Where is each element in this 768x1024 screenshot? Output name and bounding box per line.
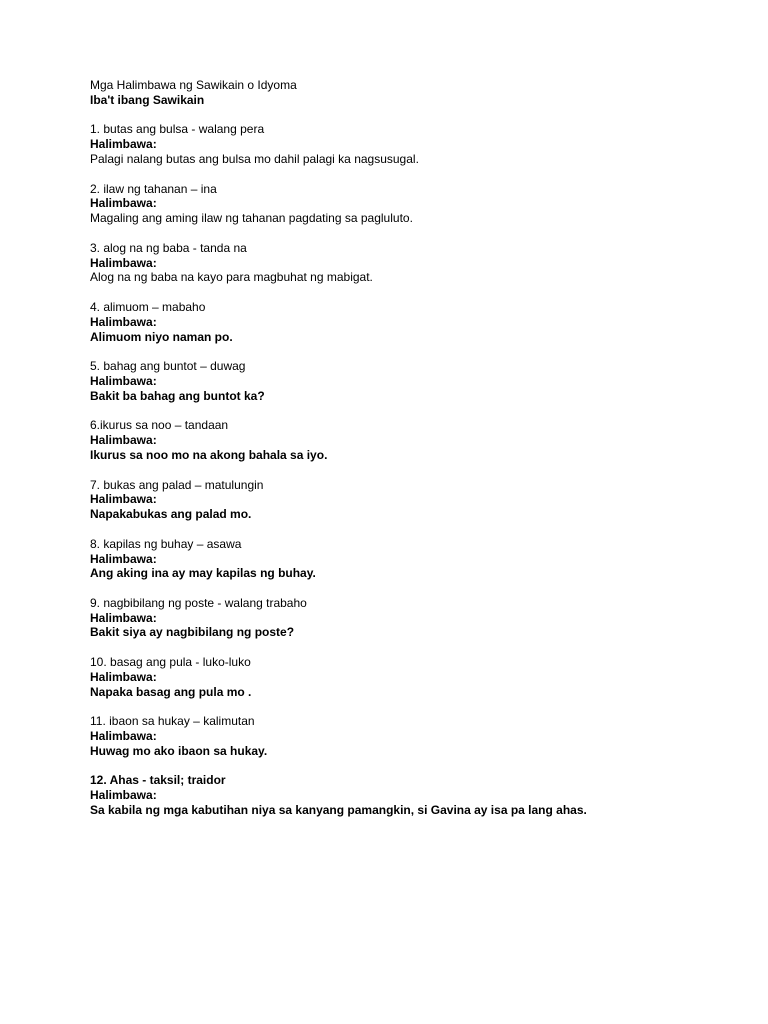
- idiom-entry-9: [90, 596, 730, 640]
- document-header: [90, 78, 730, 108]
- example-label: Halimbawa:: [90, 492, 157, 507]
- idiom-example: Alog na ng baba na kayo para magbuhat ng mabigat.: [90, 270, 373, 285]
- idiom-example: Ang aking ina ay may kapilas ng buhay.: [90, 566, 316, 581]
- idiom-entry-10: [90, 655, 730, 699]
- idiom-term: 12. Ahas - taksil; traidor: [90, 773, 226, 788]
- example-label: Halimbawa:: [90, 433, 157, 448]
- document-page: [90, 78, 730, 833]
- example-label: Halimbawa:: [90, 137, 157, 152]
- example-label: Halimbawa:: [90, 788, 157, 803]
- idiom-example: Napakabukas ang palad mo.: [90, 507, 252, 522]
- idiom-term: 2. ilaw ng tahanan – ina: [90, 181, 217, 196]
- idiom-term: 7. bukas ang palad – matulungin: [90, 477, 264, 492]
- example-label: Halimbawa:: [90, 669, 157, 684]
- document-subtitle: Iba't ibang Sawikain: [90, 92, 205, 107]
- example-label: Halimbawa:: [90, 314, 157, 329]
- idiom-entry-2: [90, 182, 730, 226]
- idiom-term: 4. alimuom – mabaho: [90, 299, 206, 314]
- example-label: Halimbawa:: [90, 551, 157, 566]
- idiom-term: 9. nagbibilang ng poste - walang trabaho: [90, 595, 307, 610]
- idiom-example: Bakit ba bahag ang buntot ka?: [90, 388, 265, 403]
- idiom-entry-3: [90, 241, 730, 285]
- idiom-entry-8: [90, 537, 730, 581]
- idiom-entry-5: [90, 359, 730, 403]
- idiom-entry-11: [90, 714, 730, 758]
- idiom-entry-6: [90, 418, 730, 462]
- example-label: Halimbawa:: [90, 610, 157, 625]
- example-label: Halimbawa:: [90, 196, 157, 211]
- idiom-entry-4: [90, 300, 730, 344]
- idiom-example: Ikurus sa noo mo na akong bahala sa iyo.: [90, 447, 328, 462]
- idiom-entry-7: [90, 478, 730, 522]
- idiom-example: Magaling ang aming ilaw ng tahanan pagdating sa pagluluto.: [90, 211, 413, 226]
- idiom-term: 1. butas ang bulsa - walang pera: [90, 122, 265, 137]
- idiom-term: 11. ibaon sa hukay – kalimutan: [90, 714, 255, 729]
- idiom-example: Sa kabila ng mga kabutihan niya sa kanyang pamangkin, si Gavina ay isa pa lang ahas.: [90, 803, 587, 818]
- idiom-term: 10. basag ang pula - luko-luko: [90, 655, 251, 670]
- example-label: Halimbawa:: [90, 729, 157, 744]
- idiom-term: 8. kapilas ng buhay – asawa: [90, 536, 242, 551]
- idiom-entry-1: [90, 122, 730, 166]
- idiom-example: Palagi nalang butas ang bulsa mo dahil palagi ka nagsusugal.: [90, 151, 419, 166]
- idiom-term: 6.ikurus sa noo – tandaan: [90, 418, 229, 433]
- idiom-example: Bakit siya ay nagbibilang ng poste?: [90, 625, 295, 640]
- idiom-term: 3. alog na ng baba - tanda na: [90, 240, 247, 255]
- idiom-entry-12: [90, 773, 730, 817]
- document-title: Mga Halimbawa ng Sawikain o Idyoma: [90, 78, 297, 92]
- idiom-example: Huwag mo ako ibaon sa hukay.: [90, 743, 268, 758]
- idiom-example: Alimuom niyo naman po.: [90, 329, 233, 344]
- idiom-term: 5. bahag ang buntot – duwag: [90, 359, 246, 374]
- idiom-example: Napaka basag ang pula mo .: [90, 684, 252, 699]
- example-label: Halimbawa:: [90, 373, 157, 388]
- example-label: Halimbawa:: [90, 255, 157, 270]
